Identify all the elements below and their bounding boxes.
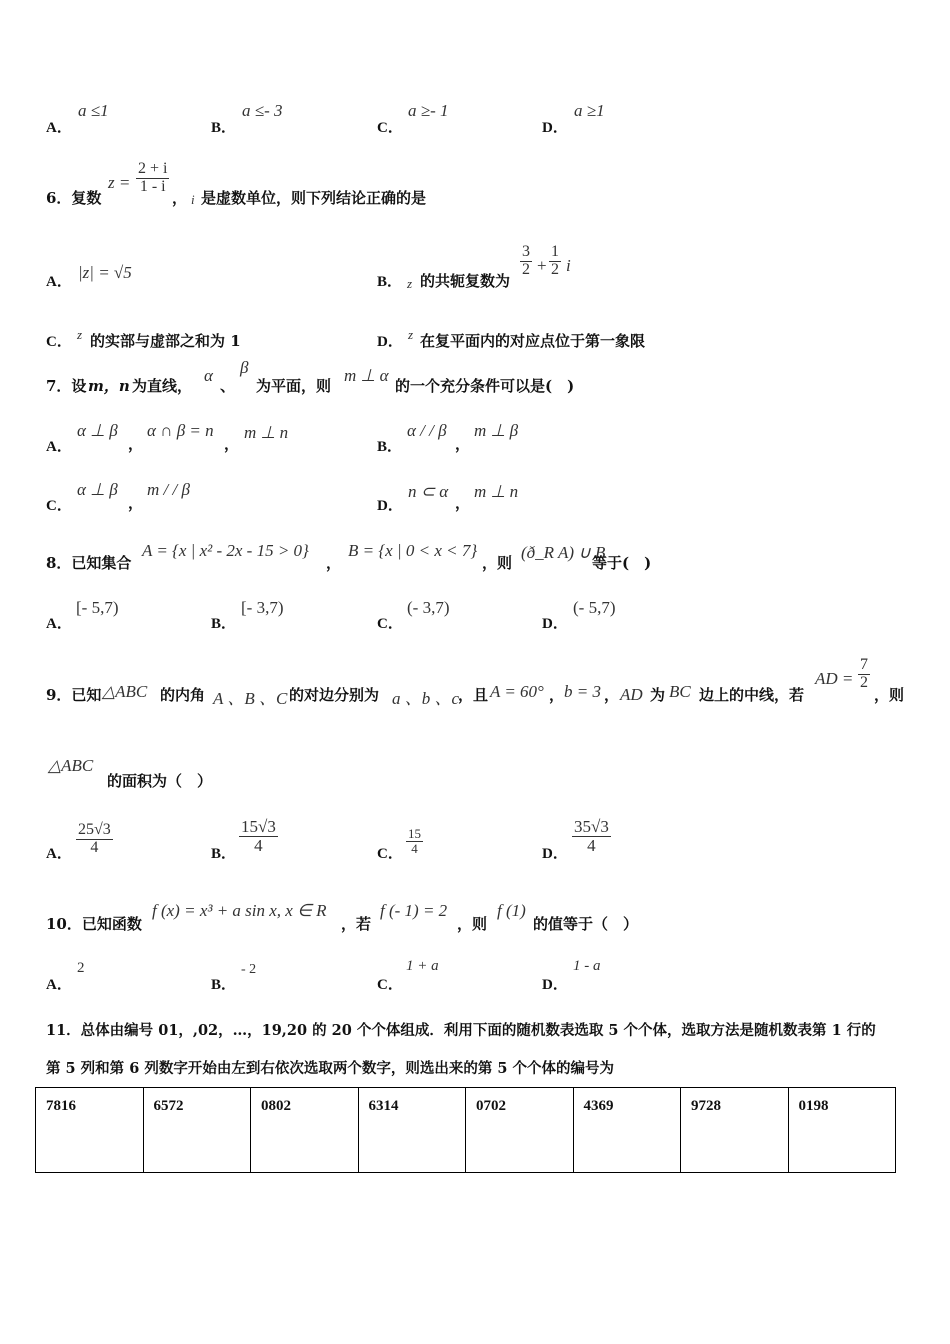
q10-option-c-label: C． bbox=[377, 977, 403, 993]
q8-set-b: B = {x | 0 < x < 7} bbox=[348, 541, 478, 560]
q7-text2: 为直线， bbox=[132, 377, 193, 395]
q7-option-b-comma: ， bbox=[455, 435, 471, 453]
q5-option-c-expr: a ≥- 1 bbox=[408, 101, 449, 120]
q9-option-c-den: 4 bbox=[411, 840, 418, 856]
q7-sep: 、 bbox=[220, 377, 236, 395]
table-cell: 4369 bbox=[573, 1088, 681, 1173]
table-row bbox=[36, 1088, 896, 1173]
q8-option-a-label: A． bbox=[46, 616, 72, 632]
table-cell: 6314 bbox=[358, 1088, 466, 1173]
q6-option-d-z: z bbox=[408, 327, 414, 342]
q9-option-b-num: 15√3 bbox=[241, 817, 276, 836]
q6-option-b-plus: + bbox=[537, 256, 547, 275]
q10-function: f (x) = x³ + a sin x, x ∈ R bbox=[152, 901, 327, 920]
q5-option-c-label: C． bbox=[377, 120, 403, 136]
q10-option-b-label: B． bbox=[211, 977, 237, 993]
q6-option-b-frac2 bbox=[549, 244, 561, 279]
q8-text1: 8．已知集合 bbox=[46, 554, 132, 572]
random-number-table bbox=[35, 1087, 896, 1173]
q7-beta: β bbox=[240, 358, 249, 377]
q8-option-b-expr: [- 3,7) bbox=[241, 598, 284, 617]
q9-ad-fraction bbox=[858, 657, 870, 692]
q6-option-b-frac1-den: 2 bbox=[522, 260, 530, 278]
table-cell: 0802 bbox=[251, 1088, 359, 1173]
q9-option-a-frac bbox=[76, 822, 113, 857]
q7-option-d-e1: n ⊂ α bbox=[408, 482, 449, 501]
q9-text3: 的对边分别为 bbox=[289, 686, 380, 704]
q6-option-d-label: D． bbox=[377, 334, 403, 350]
q9-triangle: △ABC bbox=[102, 682, 148, 701]
q9-option-b-label: B． bbox=[211, 846, 237, 862]
q7-option-d-label: D． bbox=[377, 498, 403, 514]
table-cell: 7816 bbox=[36, 1088, 144, 1173]
table-cell: 6572 bbox=[143, 1088, 251, 1173]
q9-option-b-den: 4 bbox=[254, 835, 263, 855]
q9-option-a-den: 4 bbox=[90, 838, 99, 856]
q9-cond-side: b = 3 bbox=[564, 682, 601, 701]
q10-option-d-label: D． bbox=[542, 977, 568, 993]
q7-mn: m，n bbox=[88, 377, 130, 395]
q6-option-b-z: z bbox=[407, 276, 413, 291]
q6-option-c-text: 的实部与虚部之和为 1 bbox=[90, 332, 241, 350]
q9-option-b-frac bbox=[239, 818, 278, 855]
q7-option-c-comma: ， bbox=[128, 494, 144, 512]
q9-text8: 的面积为（ ） bbox=[107, 772, 213, 790]
q7-option-c-e2: m / / β bbox=[147, 480, 190, 499]
q9-text1: 9．已知 bbox=[46, 686, 102, 704]
q6-fraction bbox=[136, 161, 169, 196]
q8-option-c-expr: (- 3,7) bbox=[407, 598, 450, 617]
q9-bc: BC bbox=[669, 682, 691, 701]
q9-option-d-label: D． bbox=[542, 846, 568, 862]
q9-option-a-label: A． bbox=[46, 846, 72, 862]
q10-text3: ，则 bbox=[457, 915, 488, 933]
q6-option-a-expr: |z| = √5 bbox=[78, 263, 132, 282]
q6-option-b-frac2-num: 1 bbox=[551, 243, 559, 260]
q6-number: 6．复数 bbox=[46, 189, 102, 207]
q9-ad-fraction-num: 7 bbox=[860, 656, 868, 673]
q10-text1: 10．已知函数 bbox=[46, 915, 142, 933]
q7-text3: 为平面，则 bbox=[256, 377, 332, 395]
q7-option-c-label: C． bbox=[46, 498, 72, 514]
q9-option-a-num: 25√3 bbox=[78, 821, 111, 838]
q9-option-c-num: 15 bbox=[408, 826, 421, 841]
q9-sides: a 、b 、c bbox=[392, 689, 460, 708]
q8-set-a: A = {x | x² - 2x - 15 > 0} bbox=[142, 541, 309, 560]
q9-triangle2: △ABC bbox=[48, 756, 94, 775]
q8-option-d-label: D． bbox=[542, 616, 568, 632]
q7-option-a-e3: m ⊥ n bbox=[244, 423, 289, 442]
q6-option-b-frac2-den: 2 bbox=[551, 260, 559, 278]
q9-text7: ，则 bbox=[874, 686, 905, 704]
q7-option-a-label: A． bbox=[46, 439, 72, 455]
q10-condition: f (- 1) = 2 bbox=[380, 901, 448, 920]
q9-ad-fraction-den: 2 bbox=[860, 673, 868, 691]
q10-text4: 的值等于（ ） bbox=[533, 915, 639, 933]
q11-line2: 第 5 列和第 6 列数字开始由左到右依次选取两个数字，则选出来的第 5 个个体的编号为 bbox=[46, 1060, 615, 1077]
q7-option-c-e1: α ⊥ β bbox=[77, 480, 118, 499]
q8-expression: (ð_R A) ∪ B bbox=[521, 543, 606, 562]
q8-option-a-expr: [- 5,7) bbox=[76, 598, 119, 617]
q6-fraction-den: 1 - i bbox=[139, 177, 166, 195]
q5-option-a-label: A． bbox=[46, 120, 72, 136]
q9-comma2: ， bbox=[604, 686, 620, 704]
q5-option-d-expr: a ≥1 bbox=[574, 101, 605, 120]
q9-ad-eq: AD = bbox=[815, 669, 854, 688]
q6-option-c-z: z bbox=[77, 327, 83, 342]
q10-option-c-expr: 1 + a bbox=[406, 958, 439, 974]
q6-comma: ， bbox=[172, 189, 188, 207]
q9-option-d-num: 35√3 bbox=[574, 817, 609, 836]
q7-option-a-e2: α ∩ β = n bbox=[147, 421, 214, 440]
q6-option-c-label: C． bbox=[46, 334, 72, 350]
q7-alpha: α bbox=[204, 366, 213, 385]
q5-option-a-expr: a ≤1 bbox=[78, 101, 109, 120]
table-cell: 9728 bbox=[681, 1088, 789, 1173]
q10-text2: ，若 bbox=[341, 915, 372, 933]
q6-option-b-label: B． bbox=[377, 274, 403, 290]
q9-angles: A 、B 、C bbox=[213, 689, 288, 708]
q8-comma: ， bbox=[326, 554, 342, 572]
q6-option-a-label: A． bbox=[46, 274, 72, 290]
q9-ad: AD bbox=[620, 685, 643, 704]
q8-option-b-label: B． bbox=[211, 616, 237, 632]
q9-option-c-frac bbox=[406, 827, 423, 855]
q10-option-b-expr: - 2 bbox=[241, 962, 257, 977]
q7-option-a-comma2: ， bbox=[224, 435, 240, 453]
q6-text: 是虚数单位，则下列结论正确的是 bbox=[201, 189, 427, 207]
q10-option-a-expr: 2 bbox=[77, 960, 85, 976]
q9-comma: ， bbox=[549, 686, 565, 704]
q9-option-d-den: 4 bbox=[587, 835, 596, 855]
q7-option-b-label: B． bbox=[377, 439, 403, 455]
q8-text3: 等于( ) bbox=[592, 554, 652, 572]
q6-option-b-text: 的共轭复数为 bbox=[420, 272, 511, 290]
q8-option-d-expr: (- 5,7) bbox=[573, 598, 616, 617]
table-cell: 0702 bbox=[466, 1088, 574, 1173]
q10-option-d-expr: 1 - a bbox=[573, 958, 601, 974]
q7-option-a-comma1: ， bbox=[128, 435, 144, 453]
q11-line1: 11．总体由编号 01，,02，…，19,20 的 20 个个体组成．利用下面的随机数表选取 5 个个体，选取方法是随机数表第 1 行的 bbox=[46, 1022, 876, 1039]
q6-option-b-frac1 bbox=[520, 244, 532, 279]
q9-option-d-frac bbox=[572, 818, 611, 855]
q7-text1: 7．设 bbox=[46, 377, 87, 395]
q7-option-d-comma: ， bbox=[455, 494, 471, 512]
q9-cond-angle: A = 60° bbox=[490, 682, 544, 701]
q6-option-d-text: 在复平面内的对应点位于第一象限 bbox=[420, 332, 646, 350]
q9-text6: 边上的中线，若 bbox=[699, 686, 805, 704]
q7-text4: 的一个充分条件可以是( ) bbox=[395, 377, 575, 395]
q6-z-eq: z = bbox=[108, 173, 131, 192]
q8-text2: ，则 bbox=[482, 554, 513, 572]
q6-fraction-num: 2 + i bbox=[138, 160, 168, 177]
q7-option-a-e1: α ⊥ β bbox=[77, 421, 118, 440]
q10-f1: f (1) bbox=[497, 901, 526, 920]
q5-option-b-label: B． bbox=[211, 120, 237, 136]
q7-option-b-e1: α / / β bbox=[407, 421, 447, 440]
q7-option-d-e2: m ⊥ n bbox=[474, 482, 519, 501]
table-cell: 0198 bbox=[788, 1088, 896, 1173]
q9-text2: 的内角 bbox=[160, 686, 206, 704]
q7-option-b-e2: m ⊥ β bbox=[474, 421, 519, 440]
q8-option-c-label: C． bbox=[377, 616, 403, 632]
q6-i: i bbox=[191, 192, 195, 207]
q5-option-d-label: D． bbox=[542, 120, 568, 136]
q10-option-a-label: A． bbox=[46, 977, 72, 993]
q5-option-b-expr: a ≤- 3 bbox=[242, 101, 283, 120]
q6-option-b-frac1-num: 3 bbox=[522, 243, 530, 260]
q7-condition: m ⊥ α bbox=[344, 366, 389, 385]
q9-option-c-label: C． bbox=[377, 846, 403, 862]
q6-option-b-i: i bbox=[566, 256, 571, 275]
q9-text4: ，且 bbox=[458, 686, 489, 704]
q9-text5: 为 bbox=[650, 686, 666, 704]
